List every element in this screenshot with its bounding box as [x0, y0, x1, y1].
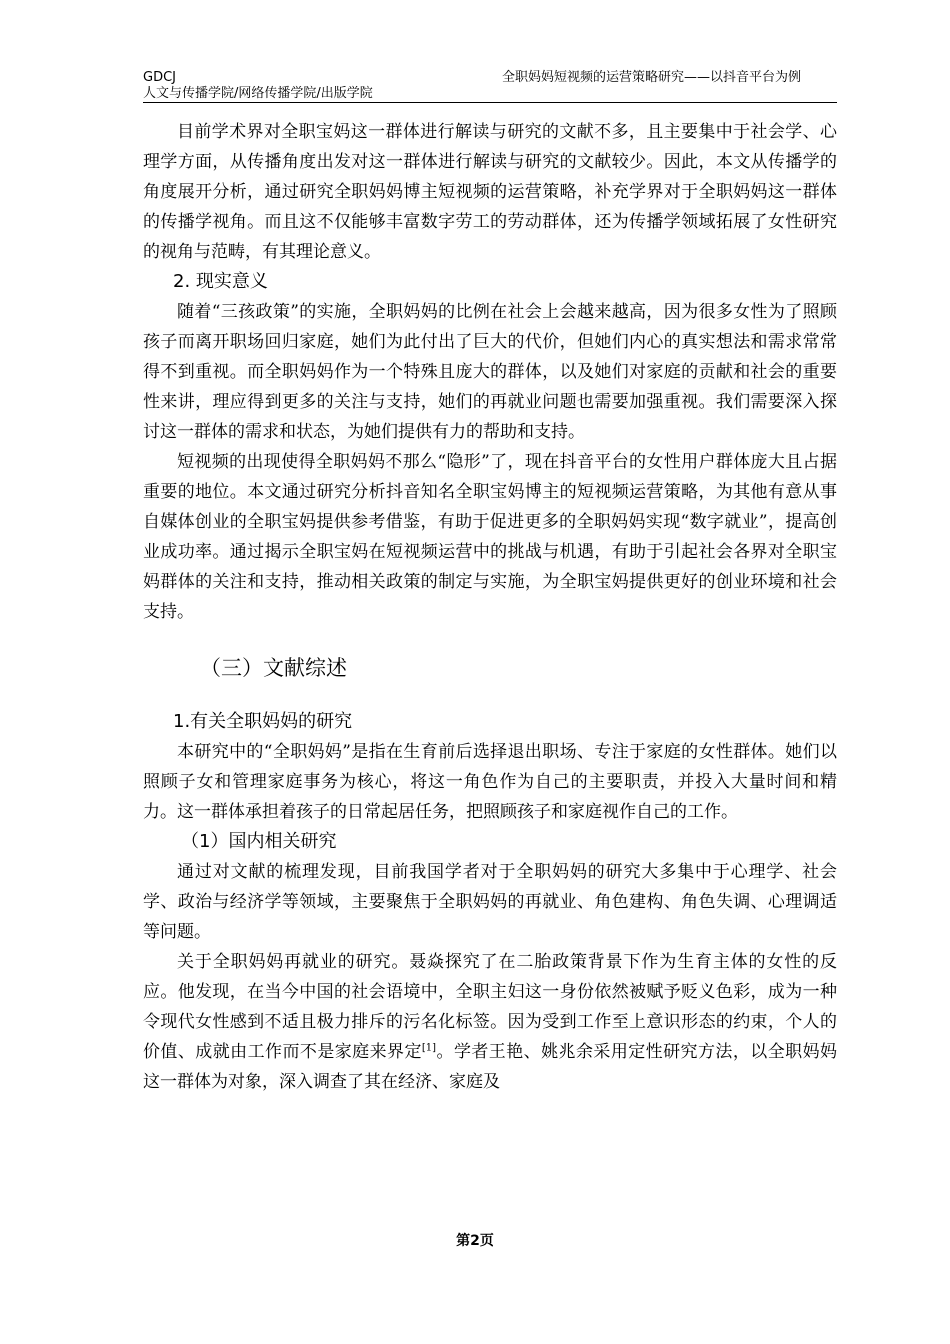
paragraph-practical-1: 随着“三孩政策”的实施，全职妈妈的比例在社会上会越来越高，因为很多女性为了照顾孩子而离开职场回归家庭，她们为此付出了巨大的代价，但她们内心的真实想法和需求常常得不到重视。而全职妈妈作为一个特殊且庞大的群体，以及她们对家庭的贡献和社会的重要性来讲，理应得到更多的关注与支持，她们的再就业问题也需要加强重视。我们需要深入探讨这一群体的需求和状态，为她们提供有力的帮助和支持。: [143, 302, 837, 442]
page-header: [143, 70, 837, 103]
paragraph-theoretical: 目前学术界对全职宝妈这一群体进行解读与研究的文献不多，且主要集中于社会学、心理学方面，从传播角度出发对这一群体进行解读与研究的文献较少。因此，本文从传播学的角度展开分析，通过研究全职妈妈博主短视频的运营策略，补充学界对于全职妈妈这一群体的传播学视角。而且这不仅能够丰富数字劳工的劳动群体，还为传播学领域拓展了女性研究的视角与范畴，有其理论意义。: [143, 122, 837, 262]
page-number: 第2页: [456, 1233, 494, 1249]
heading-domestic-research: （1）国内相关研究: [181, 831, 337, 852]
reemployment-text-b: 。学者王艳、姚兆余采用定性研究方法，以全职妈妈这一群体为对象，深入调查了其在经济、家庭及: [143, 1042, 838, 1092]
paragraph-practical-2: 短视频的出现使得全职妈妈不那么“隐形”了，现在抖音平台的女性用户群体庞大且占据重要的地位。本文通过研究分析抖音知名全职宝妈博主的短视频运营策略，为其他有意从事自媒体创业的全职宝妈提供参考借鉴，有助于促进更多的全职妈妈实现“数字就业”，提高创业成功率。通过揭示全职宝妈在短视频运营中的挑战与机遇，有助于引起社会各界对全职宝妈群体的关注和支持，推动相关政策的制定与实施，为全职宝妈提供更好的创业环境和社会支持。: [143, 452, 837, 622]
citation-ref: [1]: [421, 1042, 437, 1054]
header-college: 人文与传播学院/网络传播学院/出版学院: [143, 86, 373, 101]
reemployment-text-a: 关于全职妈妈再就业的研究。聂焱探究了在二胎政策背景下作为生育主体的女性的反应。他发现，在当今中国的社会语境中，全职主妇这一身份依然被赋予贬义色彩，成为一种令现代女性感到不适且极力排斥的污名化标签。因为受到工作至上意识形态的约束，个人的价值、成就由工作而不是家庭来界定: [143, 952, 837, 1062]
heading-fulltime-mom-research: 1.有关全职妈妈的研究: [173, 711, 353, 732]
header-code: GDCJ: [143, 70, 176, 85]
paragraph-reemployment: [143, 947, 837, 1097]
heading-practical-significance: 2. 现实意义: [173, 271, 268, 292]
paragraph-definition: 本研究中的“全职妈妈”是指在生育前后选择退出职场、专注于家庭的女性群体。她们以照顾子女和管理家庭事务为核心，将这一角色作为自己的主要职责，并投入大量时间和精力。这一群体承担着孩子的日常起居任务，把照顾孩子和家庭视作自己的工作。: [143, 742, 837, 822]
header-title: 全职妈妈短视频的运营策略研究——以抖音平台为例: [501, 70, 801, 85]
heading-literature-review: （三）文献综述: [200, 656, 347, 680]
paragraph-domestic-overview: 通过对文献的梳理发现，目前我国学者对于全职妈妈的研究大多集中于心理学、社会学、政治与经济学等领域，主要聚焦于全职妈妈的再就业、角色建构、角色失调、心理调适等问题。: [143, 862, 837, 942]
page-body: [143, 117, 837, 1097]
